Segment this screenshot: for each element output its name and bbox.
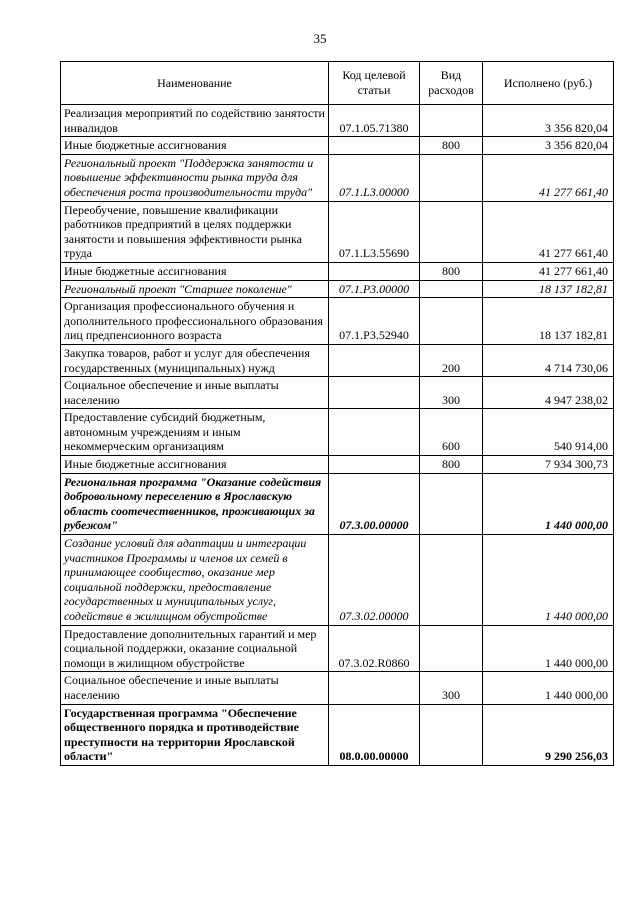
row-code-cell bbox=[329, 137, 420, 155]
row-sum-cell: 7 934 300,73 bbox=[483, 456, 614, 474]
table-row bbox=[61, 672, 614, 704]
row-name-cell: Организация профессионального обучения и дополнительного профессионального образования лиц предпенсионного возраста bbox=[61, 298, 329, 345]
row-type-cell: 800 bbox=[420, 262, 483, 280]
row-type-cell bbox=[420, 201, 483, 262]
row-name-cell: Иные бюджетные ассигнования bbox=[61, 262, 329, 280]
row-code-cell: 07.3.02.R0860 bbox=[329, 625, 420, 672]
table-row bbox=[61, 344, 614, 376]
row-type-cell bbox=[420, 535, 483, 626]
row-name-cell: Региональная программа "Оказание содействия добровольному переселению в Ярославскую область соотечественников, проживающих за рубежом" bbox=[61, 473, 329, 534]
row-name-cell: Иные бюджетные ассигнования bbox=[61, 456, 329, 474]
table-row bbox=[61, 280, 614, 298]
table-row bbox=[61, 473, 614, 534]
row-code-cell: 07.3.00.00000 bbox=[329, 473, 420, 534]
row-name-cell: Предоставление дополнительных гарантий и мер социальной поддержки, оказание социальной помощи в жилищном обустройстве bbox=[61, 625, 329, 672]
row-type-cell: 300 bbox=[420, 672, 483, 704]
row-type-cell: 600 bbox=[420, 409, 483, 456]
row-sum-cell: 540 914,00 bbox=[483, 409, 614, 456]
row-type-cell: 300 bbox=[420, 377, 483, 409]
table-row bbox=[61, 625, 614, 672]
row-sum-cell: 1 440 000,00 bbox=[483, 535, 614, 626]
page-number: 35 bbox=[313, 31, 327, 46]
row-type-cell bbox=[420, 105, 483, 137]
row-code-cell: 08.0.00.00000 bbox=[329, 704, 420, 765]
table-row bbox=[61, 377, 614, 409]
row-code-cell: 07.1.L3.00000 bbox=[329, 154, 420, 201]
table-row bbox=[61, 409, 614, 456]
row-name-cell: Региональный проект "Старшее поколение" bbox=[61, 280, 329, 298]
header-code: Код целевой статьи bbox=[329, 62, 420, 105]
table-row bbox=[61, 105, 614, 137]
row-name-cell: Государственная программа "Обеспечение общественного порядка и противодействие преступности на территории Ярославской области" bbox=[61, 704, 329, 765]
row-code-cell: 07.1.L3.55690 bbox=[329, 201, 420, 262]
table-row bbox=[61, 704, 614, 765]
header-type: Вид расходов bbox=[420, 62, 483, 105]
row-type-cell bbox=[420, 154, 483, 201]
row-sum-cell: 4 947 238,02 bbox=[483, 377, 614, 409]
row-code-cell bbox=[329, 672, 420, 704]
row-sum-cell: 18 137 182,81 bbox=[483, 280, 614, 298]
table-header-row bbox=[61, 62, 614, 105]
budget-table bbox=[60, 61, 614, 766]
row-name-cell: Закупка товаров, работ и услуг для обеспечения государственных (муниципальных) нужд bbox=[61, 344, 329, 376]
row-sum-cell: 1 440 000,00 bbox=[483, 625, 614, 672]
table-row bbox=[61, 298, 614, 345]
row-type-cell bbox=[420, 280, 483, 298]
row-sum-cell: 41 277 661,40 bbox=[483, 154, 614, 201]
row-name-cell: Предоставление субсидий бюджетным, автономным учреждениям и иным некоммерческим организациям bbox=[61, 409, 329, 456]
row-code-cell: 07.1.05.71380 bbox=[329, 105, 420, 137]
row-sum-cell: 3 356 820,04 bbox=[483, 105, 614, 137]
row-name-cell: Социальное обеспечение и иные выплаты населению bbox=[61, 672, 329, 704]
table-row bbox=[61, 262, 614, 280]
row-type-cell bbox=[420, 704, 483, 765]
table-row bbox=[61, 137, 614, 155]
row-sum-cell: 1 440 000,00 bbox=[483, 672, 614, 704]
row-sum-cell: 41 277 661,40 bbox=[483, 262, 614, 280]
row-name-cell: Переобучение, повышение квалификации работников предприятий в целях поддержки занятости и повышения эффективности рынка труда bbox=[61, 201, 329, 262]
table-row bbox=[61, 535, 614, 626]
table-body bbox=[61, 105, 614, 766]
row-type-cell bbox=[420, 473, 483, 534]
row-name-cell: Создание условий для адаптации и интеграции участников Программы и членов их семей в принимающее сообщество, оказание мер социальной поддержки, предоставление государственных и муниципальных услуг, содействие в жилищном обустройстве bbox=[61, 535, 329, 626]
row-type-cell: 200 bbox=[420, 344, 483, 376]
row-type-cell: 800 bbox=[420, 456, 483, 474]
row-code-cell bbox=[329, 409, 420, 456]
row-sum-cell: 41 277 661,40 bbox=[483, 201, 614, 262]
row-code-cell bbox=[329, 344, 420, 376]
row-sum-cell: 18 137 182,81 bbox=[483, 298, 614, 345]
table-row bbox=[61, 201, 614, 262]
row-code-cell bbox=[329, 377, 420, 409]
row-type-cell bbox=[420, 625, 483, 672]
row-code-cell: 07.1.P3.00000 bbox=[329, 280, 420, 298]
row-name-cell: Реализация мероприятий по содействию занятости инвалидов bbox=[61, 105, 329, 137]
row-type-cell bbox=[420, 298, 483, 345]
row-name-cell: Социальное обеспечение и иные выплаты населению bbox=[61, 377, 329, 409]
table-row bbox=[61, 456, 614, 474]
row-name-cell: Региональный проект "Поддержка занятости и повышение эффективности рынка труда для обеспечения роста производительности труда" bbox=[61, 154, 329, 201]
row-type-cell: 800 bbox=[420, 137, 483, 155]
row-code-cell bbox=[329, 456, 420, 474]
row-code-cell bbox=[329, 262, 420, 280]
header-name: Наименование bbox=[61, 62, 329, 105]
row-sum-cell: 4 714 730,06 bbox=[483, 344, 614, 376]
table-row bbox=[61, 154, 614, 201]
row-code-cell: 07.3.02.00000 bbox=[329, 535, 420, 626]
row-sum-cell: 3 356 820,04 bbox=[483, 137, 614, 155]
row-sum-cell: 9 290 256,03 bbox=[483, 704, 614, 765]
header-sum: Исполнено (руб.) bbox=[483, 62, 614, 105]
row-name-cell: Иные бюджетные ассигнования bbox=[61, 137, 329, 155]
row-sum-cell: 1 440 000,00 bbox=[483, 473, 614, 534]
row-code-cell: 07.1.P3.52940 bbox=[329, 298, 420, 345]
